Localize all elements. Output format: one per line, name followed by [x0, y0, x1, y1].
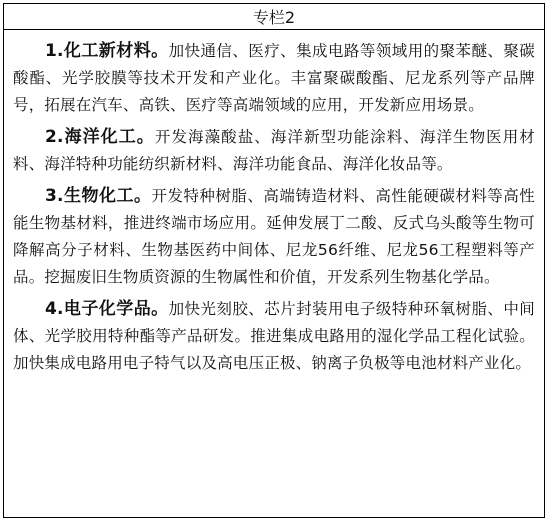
section-heading: 3.生物化工。: [45, 186, 152, 206]
section-chemical-new-materials: [13, 38, 535, 119]
section-text: 加快光刻胶、芯片封装用电子级特种环氧树脂、中间体、光学胶用特种酯等产品研发。推进集成电路用的湿化学品工程化试验。加快集成电路用电子特气以及高电压正极、钠离子负极等电池材料产业化。: [13, 300, 535, 372]
section-heading: 2.海洋化工。: [45, 127, 155, 147]
section-text: 开发特种树脂、高端铸造材料、高性能硬碳材料等高性能生物基材料，推进终端市场应用。延伸发展丁二酸、反式乌头酸等生物可降解高分子材料、生物基医药中间体、尼龙56纤维、尼龙56工程塑料等产品。挖掘废旧生物质资源的生物属性和价值，开发系列生物基化学品。: [13, 187, 535, 286]
section-heading: 4.电子化学品。: [45, 299, 169, 319]
section-bio-chemical: [13, 183, 535, 291]
section-text: 加快通信、医疗、集成电路等领域用的聚苯醚、聚碳酸酯、光学胶膜等技术开发和产业化。丰富聚碳酸酯、尼龙系列等产品牌号，拓展在汽车、高铁、医疗等高端领域的应用，开发新应用场景。: [13, 42, 535, 114]
section-text: 开发海藻酸盐、海洋新型功能涂料、海洋生物医用材料、海洋特种功能纺织新材料、海洋功能食品、海洋化妆品等。: [13, 128, 535, 173]
column-box: [3, 3, 545, 518]
box-title: 专栏2: [4, 4, 544, 30]
section-heading: 1.化工新材料。: [45, 41, 169, 61]
section-marine-chemical: [13, 124, 535, 178]
section-electronic-chemicals: [13, 296, 535, 377]
box-content: [4, 30, 544, 377]
